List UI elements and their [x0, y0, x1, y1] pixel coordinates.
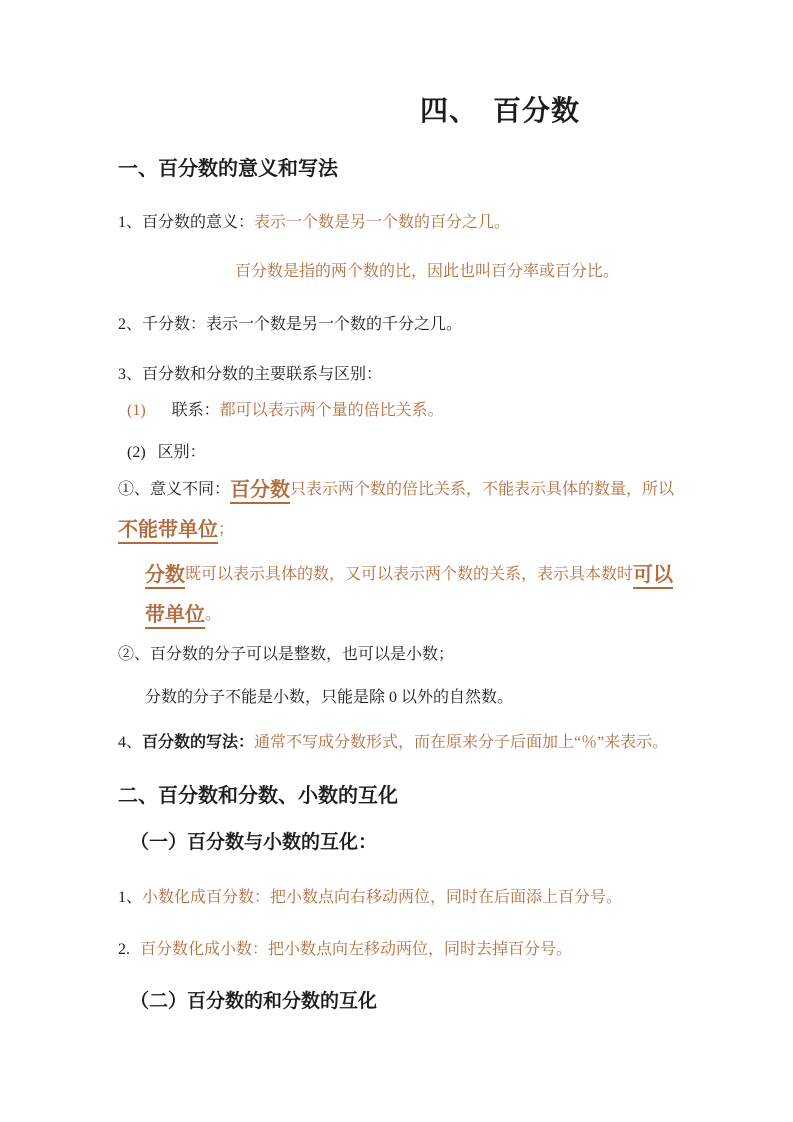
sec2-item1	[118, 887, 622, 909]
sec2-sub2-heading: （二）百分数的和分数的互化	[130, 991, 378, 1012]
sub1-label: 联系：	[171, 402, 220, 419]
sec2-item1-number: 1、	[118, 889, 143, 906]
sec1-item2: 2、千分数：表示一个数是另一个数的千分之几。	[118, 316, 463, 333]
diff2-line2	[145, 604, 221, 629]
item4-label: 百分数的写法：	[142, 734, 255, 751]
diff1-punct: ；	[218, 521, 235, 538]
sub1-text: 都可以表示两个量的倍比关系。	[219, 402, 444, 419]
diff3-line2: 分数的分子不能是小数，只能是除 0 以外的自然数。	[145, 689, 514, 706]
item1-text: 表示一个数是另一个数的百分之几。	[254, 214, 511, 231]
sec2-sub1-heading: （一）百分数与小数的互化：	[130, 832, 378, 853]
sec1-item4	[118, 732, 668, 754]
diff2-punct: 。	[205, 606, 222, 623]
section1-heading: 一、百分数的意义和写法	[118, 158, 338, 180]
diff1-label: ①、意义不同：	[118, 481, 231, 498]
sec1-sub1	[127, 400, 444, 422]
sub2-label: 区别：	[157, 444, 206, 461]
diff2-line1	[145, 564, 673, 589]
sec1-sub2	[127, 442, 206, 464]
sub1-number: (1)	[127, 402, 146, 419]
diff1-term-bunengdaidanwei: 不能带单位	[118, 519, 218, 544]
item4-number: 4、	[118, 734, 143, 751]
diff1-term-baifenshu: 百分数	[230, 479, 290, 504]
diff1-line1	[118, 479, 674, 504]
sec2-item2	[118, 939, 572, 961]
diff2-term-keyi: 可以	[633, 564, 673, 589]
item1-label: 1、百分数的意义：	[118, 214, 255, 231]
item4-text: 通常不写成分数形式，而在原来分子后面加上“％”来表示。	[254, 734, 669, 751]
sec2-item2-text: 百分数化成小数：把小数点向左移动两位，同时去掉百分号。	[140, 941, 573, 958]
diff2-term-fenshu: 分数	[145, 564, 185, 589]
sec1-item3: 3、百分数和分数的主要联系与区别：	[118, 366, 383, 383]
sub2-number: (2)	[127, 444, 146, 461]
sec2-item2-number: 2.	[118, 941, 130, 958]
diff1-text: 只表示两个数的倍比关系，不能表示具体的数量，所以	[290, 481, 675, 498]
section2-heading: 二、百分数和分数、小数的互化	[118, 785, 398, 807]
item1-note: 百分数是指的两个数的比，因此也叫百分率或百分比。	[235, 263, 620, 280]
diff2-text: 既可以表示具体的数，又可以表示两个数的关系，表示具本数时	[185, 566, 634, 583]
diff2-term-daidanwei: 带单位	[145, 604, 205, 629]
diff3-line1: ②、百分数的分子可以是整数，也可以是小数；	[118, 646, 455, 663]
diff1-line2	[118, 519, 234, 544]
doc-title: 四、 百分数	[420, 95, 581, 126]
sec2-item1-text: 小数化成百分数：把小数点向右移动两位，同时在后面添上百分号。	[142, 889, 623, 906]
sec1-item1	[118, 212, 510, 234]
